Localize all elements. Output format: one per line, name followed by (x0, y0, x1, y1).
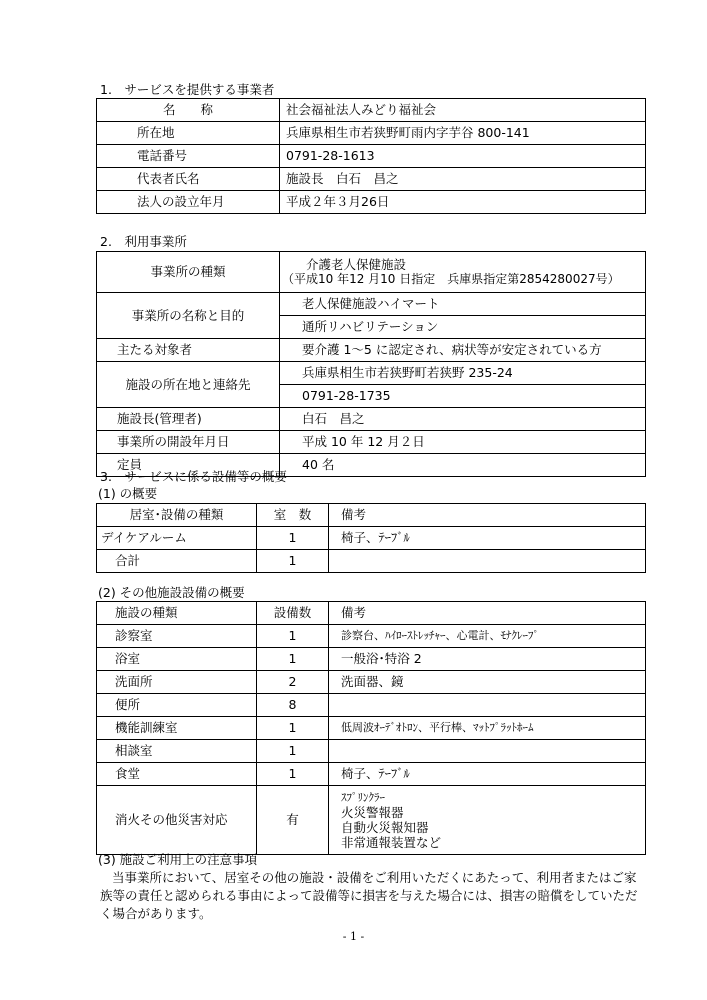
facility-target-label: 主たる対象者 (97, 339, 280, 362)
notice-text: 当事業所において、居室その他の施設・設備をご利用いただくにあたって、利用者またはご家族等の責任と認められる事由によって設備等に損害を与えた場合には、損害の賠償をしていただく場合があります。 (100, 870, 638, 921)
equipment-type-cell: 便所 (97, 694, 257, 717)
table-row (97, 694, 646, 717)
facility-location-label: 施設の所在地と連絡先 (97, 362, 280, 408)
provider-established-value: 平成２年３月26日 (280, 191, 646, 214)
equipment-note-cell: 低周波ｵｰﾃﾞｵﾄﾛﾝ、平行棒、ﾏｯﾄﾌﾟﾗｯﾄﾎｰﾑ (329, 717, 646, 740)
room-type-header: 居室･設備の種類 (97, 504, 257, 527)
facility-capacity-value: 40 名 (280, 454, 646, 477)
room-count-cell: 1 (257, 527, 329, 550)
facility-designation: （平成10 年12 月10 日指定 兵庫県指定第2854280027号） (282, 272, 620, 286)
facility-director-label: 施設長(管理者) (97, 408, 280, 431)
facility-type-value: 介護老人保健施設 (306, 257, 407, 272)
equipment-count-cell: 2 (257, 671, 329, 694)
equipment-note-cell (329, 740, 646, 763)
room-table (96, 503, 646, 573)
table-row (97, 362, 646, 385)
equipment-count-cell: 1 (257, 717, 329, 740)
table-row (97, 339, 646, 362)
disaster-note-line: ｽﾌﾟﾘﾝｸﾗｰ (341, 791, 385, 804)
table-row (97, 145, 646, 168)
room-count-header: 室 数 (257, 504, 329, 527)
disaster-note-line: 自動火災報知器 (341, 820, 429, 835)
provider-table (96, 98, 646, 214)
provider-representative-label: 代表者氏名 (97, 168, 280, 191)
room-type-cell: デイケアルーム (97, 527, 257, 550)
table-row (97, 550, 646, 573)
table-row (97, 431, 646, 454)
section2-heading: 2. 利用事業所 (100, 234, 187, 249)
provider-address-label: 所在地 (97, 122, 280, 145)
equipment-type-header: 施設の種類 (97, 602, 257, 625)
equipment-type-cell: 診察室 (97, 625, 257, 648)
table-row (97, 717, 646, 740)
table-row (97, 408, 646, 431)
table-header-row (97, 602, 646, 625)
equipment-type-cell: 洗面所 (97, 671, 257, 694)
disaster-type-cell: 消火その他災害対応 (97, 786, 257, 855)
table-row (97, 99, 646, 122)
table-row (97, 671, 646, 694)
equipment-note-cell: 一般浴･特浴 2 (329, 648, 646, 671)
table-row (97, 293, 646, 316)
table-row (97, 122, 646, 145)
table-row (97, 625, 646, 648)
section3-sub3-heading: (3) 施設ご利用上の注意事項 (98, 852, 258, 867)
section1-heading: 1. サービスを提供する事業者 (100, 82, 275, 97)
room-note-header: 備考 (329, 504, 646, 527)
room-total-label: 合計 (97, 550, 257, 573)
facility-type-cell (280, 252, 646, 293)
equipment-count-header: 設備数 (257, 602, 329, 625)
facility-capacity-label: 定員 (97, 454, 280, 477)
provider-name-label: 名 称 (97, 99, 280, 122)
table-row (97, 786, 646, 855)
equipment-type-cell: 機能訓練室 (97, 717, 257, 740)
provider-representative-value: 施設長 白石 昌之 (280, 168, 646, 191)
facility-address-value: 兵庫県相生市若狭野町若狭野 235-24 (280, 362, 646, 385)
facility-name-label: 事業所の名称と目的 (97, 293, 280, 339)
disaster-note-line: 非常通報装置など (341, 835, 442, 850)
provider-phone-label: 電話番号 (97, 145, 280, 168)
facility-purpose-value: 通所リハビリテーション (280, 316, 646, 339)
equipment-type-cell: 相談室 (97, 740, 257, 763)
notice-paragraph (100, 869, 645, 923)
provider-address-value: 兵庫県相生市若狭野町雨内字芋谷 800-141 (280, 122, 646, 145)
table-row (97, 252, 646, 293)
table-row (97, 527, 646, 550)
facility-opened-label: 事業所の開設年月日 (97, 431, 280, 454)
room-note-cell: 椅子、ﾃｰﾌﾞﾙ (329, 527, 646, 550)
table-row (97, 191, 646, 214)
equipment-note-cell: 診察台、ﾊｲﾛｰｽﾄﾚｯﾁｬｰ、心電計、ﾓﾅｸﾚｰﾌﾟ (329, 625, 646, 648)
disaster-note-line: 火災警報器 (341, 805, 404, 820)
equipment-note-cell: 洗面器、鏡 (329, 671, 646, 694)
equipment-note-cell: 椅子、ﾃｰﾌﾞﾙ (329, 763, 646, 786)
facility-director-value: 白石 昌之 (280, 408, 646, 431)
equipment-count-cell: 1 (257, 648, 329, 671)
provider-established-label: 法人の設立年月 (97, 191, 280, 214)
equipment-type-cell: 浴室 (97, 648, 257, 671)
disaster-notes-cell (329, 786, 646, 855)
equipment-type-cell: 食堂 (97, 763, 257, 786)
facility-target-value: 要介護 1～5 に認定され、病状等が安定されている方 (280, 339, 646, 362)
table-row (97, 763, 646, 786)
provider-phone-value: 0791-28-1613 (280, 145, 646, 168)
equipment-count-cell: 1 (257, 740, 329, 763)
room-total-note (329, 550, 646, 573)
equipment-note-header: 備考 (329, 602, 646, 625)
equipment-note-cell (329, 694, 646, 717)
facility-name-value: 老人保健施設ハイマート (280, 293, 646, 316)
table-row (97, 648, 646, 671)
facility-type-label: 事業所の種類 (97, 252, 280, 293)
provider-name-value: 社会福祉法人みどり福祉会 (280, 99, 646, 122)
equipment-count-cell: 1 (257, 763, 329, 786)
room-total-count: 1 (257, 550, 329, 573)
equipment-count-cell: 1 (257, 625, 329, 648)
facility-opened-value: 平成 10 年 12 月２日 (280, 431, 646, 454)
facility-table (96, 251, 646, 477)
table-row (97, 740, 646, 763)
disaster-count-cell: 有 (257, 786, 329, 855)
table-header-row (97, 504, 646, 527)
page-number: - 1 - (342, 930, 365, 943)
section3-heading: 3. サービスに係る設備等の概要 (100, 469, 287, 484)
section3-sub2-heading: (2) その他施設設備の概要 (98, 585, 245, 600)
equipment-count-cell: 8 (257, 694, 329, 717)
facility-phone-value: 0791-28-1735 (280, 385, 646, 408)
equipment-table (96, 601, 646, 855)
section3-sub1-heading: (1) の概要 (98, 486, 158, 501)
table-row (97, 168, 646, 191)
